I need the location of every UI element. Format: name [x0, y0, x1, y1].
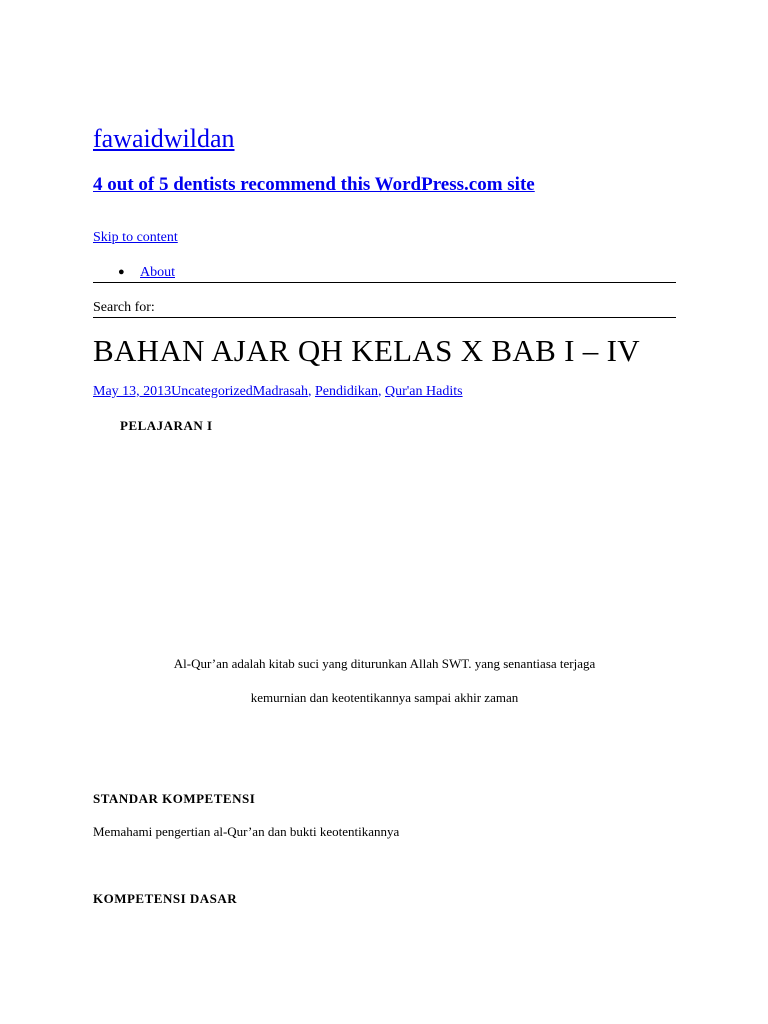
tag-separator: , — [308, 384, 315, 399]
intro-quote-line-1: Al-Qur’an adalah kitab suci yang diturunkan Allah SWT. yang senantiasa terjaga — [173, 656, 596, 671]
site-description — [93, 172, 535, 198]
standar-kompetensi-heading: STANDAR KOMPETENSI — [93, 791, 256, 806]
kompetensi-dasar-heading: KOMPETENSI DASAR — [93, 891, 238, 906]
tag-separator: , — [378, 384, 385, 399]
standar-kompetensi-text: Memahami pengertian al-Qur’an dan bukti keotentikannya — [93, 824, 400, 839]
search-form — [93, 299, 676, 318]
post-category-link[interactable]: Uncategorized — [171, 384, 253, 399]
bullet-icon: ● — [118, 266, 125, 278]
intro-quote-line-2: kemurnian dan keotentikannya sampai akhir zaman — [250, 690, 519, 705]
main-menu — [93, 263, 676, 283]
post-tag-link[interactable]: Qur'an Hadits — [385, 384, 463, 399]
post-meta — [93, 383, 463, 401]
skip-to-content-link[interactable]: Skip to content — [93, 230, 178, 245]
post-tag-link[interactable]: Pendidikan — [315, 384, 378, 399]
post-date-link[interactable]: May 13, 2013 — [93, 384, 172, 399]
menu-item-about[interactable]: About — [140, 265, 175, 280]
site-title — [93, 122, 235, 156]
site-description-link[interactable]: 4 out of 5 dentists recommend this WordPress.com site — [93, 174, 535, 195]
lesson-heading: PELAJARAN I — [120, 418, 213, 433]
site-title-link[interactable]: fawaidwildan — [93, 124, 235, 153]
search-label: Search for: — [93, 300, 155, 315]
post-title: BAHAN AJAR QH KELAS X BAB I – IV — [93, 333, 640, 368]
post-tag-link[interactable]: Madrasah — [252, 384, 308, 399]
